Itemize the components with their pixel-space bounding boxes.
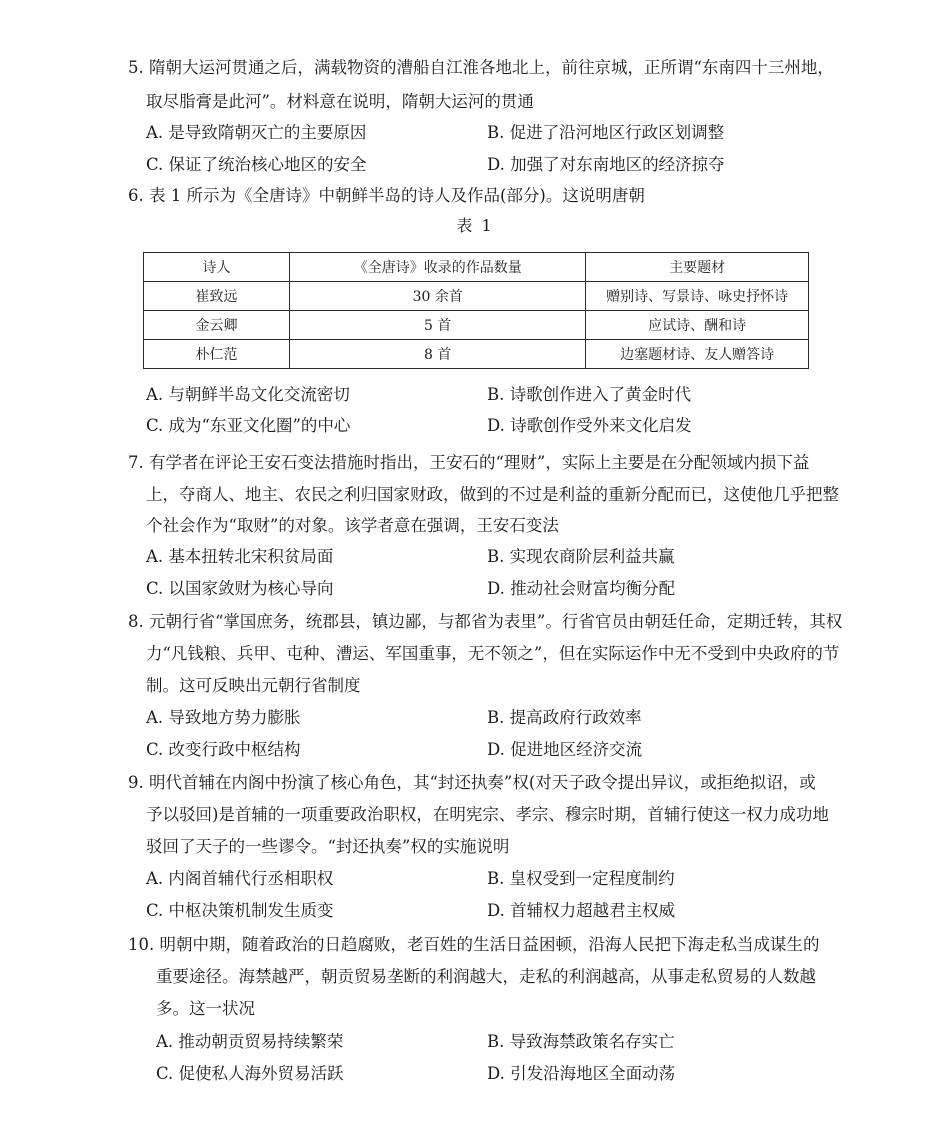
table-cell: 金云卿 (144, 311, 290, 340)
q10-option-b[interactable]: B. 导致海禁政策名存实亡 (487, 1032, 675, 1051)
q6-stem-line-1: 6. 表 1 所示为《全唐诗》中朝鲜半岛的诗人及作品(部分)。这说明唐朝 (128, 186, 645, 205)
q7-stem-line-3: 个社会作为“取财”的对象。该学者意在强调，王安石变法 (146, 516, 559, 535)
table-cell: 8 首 (290, 340, 586, 369)
q10-stem-line-3: 多。这一状况 (156, 999, 255, 1018)
table-cell: 崔致远 (144, 282, 290, 311)
q10-option-a[interactable]: A. 推动朝贡贸易持续繁荣 (156, 1032, 344, 1051)
q5-option-c[interactable]: C. 保证了统治核心地区的安全 (146, 155, 367, 174)
q9-option-a[interactable]: A. 内阁首辅代行丞相职权 (146, 869, 334, 888)
q5-option-b[interactable]: B. 促进了沿河地区行政区划调整 (487, 123, 725, 142)
q10-stem-line-1: 10. 明朝中期，随着政治的日趋腐败，老百姓的生活日益困顿，沿海人民把下海走私当成谋生的 (128, 935, 820, 954)
q8-option-a[interactable]: A. 导致地方势力膨胀 (146, 708, 301, 727)
q6-option-b[interactable]: B. 诗歌创作进入了黄金时代 (487, 385, 692, 404)
q8-stem-line-3: 制。这可反映出元朝行省制度 (146, 676, 361, 695)
q5-stem-line-2: 取尽脂膏是此河”。材料意在说明，隋朝大运河的贯通 (146, 92, 534, 111)
q8-option-c[interactable]: C. 改变行政中枢结构 (146, 740, 301, 759)
table-cell: 边塞题材诗、友人赠答诗 (586, 340, 809, 369)
q7-stem-line-1: 7. 有学者在评论王安石变法措施时指出，王安石的“理财”，实际上主要是在分配领域内损下益 (128, 453, 810, 472)
table-row (144, 282, 809, 311)
q7-option-c[interactable]: C. 以国家敛财为核心导向 (146, 579, 334, 598)
poets-table (143, 252, 809, 369)
table-header-theme: 主要题材 (586, 253, 809, 282)
q8-option-b[interactable]: B. 提高政府行政效率 (487, 708, 642, 727)
q5-option-a[interactable]: A. 是导致隋朝灭亡的主要原因 (146, 123, 367, 142)
table-row (144, 340, 809, 369)
q7-stem-line-2: 上，夺商人、地主、农民之利归国家财政，做到的不过是利益的重新分配而已，这使他几乎把整 (146, 485, 839, 504)
q6-option-a[interactable]: A. 与朝鲜半岛文化交流密切 (146, 385, 350, 404)
q9-option-c[interactable]: C. 中枢决策机制发生质变 (146, 901, 334, 920)
q9-stem-line-1: 9. 明代首辅在内阁中扮演了核心角色，其“封还执奏”权(对天子政令提出异议，或拒绝拟诏，或 (128, 773, 816, 792)
q7-option-d[interactable]: D. 推动社会财富均衡分配 (487, 579, 676, 598)
q6-option-d[interactable]: D. 诗歌创作受外来文化启发 (487, 416, 692, 435)
q7-option-a[interactable]: A. 基本扭转北宋积贫局面 (146, 547, 334, 566)
table-cell: 应试诗、酬和诗 (586, 311, 809, 340)
table-cell: 赠别诗、写景诗、咏史抒怀诗 (586, 282, 809, 311)
q10-stem-line-2: 重要途径。海禁越严，朝贡贸易垄断的利润越大，走私的利润越高，从事走私贸易的人数越 (156, 967, 816, 986)
table-header-row (144, 253, 809, 282)
q10-option-c[interactable]: C. 促使私人海外贸易活跃 (156, 1064, 344, 1083)
q8-stem-line-2: 力“凡钱粮、兵甲、屯种、漕运、军国重事，无不领之”，但在实际运作中无不受到中央政府的节 (146, 644, 840, 663)
q9-option-b[interactable]: B. 皇权受到一定程度制约 (487, 869, 675, 888)
q8-option-d[interactable]: D. 促进地区经济交流 (487, 740, 643, 759)
q7-option-b[interactable]: B. 实现农商阶层利益共赢 (487, 547, 675, 566)
table-cell: 5 首 (290, 311, 586, 340)
q5-stem-line-1: 5. 隋朝大运河贯通之后，满载物资的漕船自江淮各地北上，前往京城，正所谓“东南四十三州地， (128, 58, 834, 77)
q9-stem-line-3: 驳回了天子的一些谬令。“封还执奏”权的实施说明 (146, 837, 510, 856)
q9-stem-line-2: 予以驳回)是首辅的一项重要政治职权，在明宪宗、孝宗、穆宗时期，首辅行使这一权力成功地 (146, 805, 829, 824)
table-header-count: 《全唐诗》收录的作品数量 (290, 253, 586, 282)
q6-option-c[interactable]: C. 成为“东亚文化圈”的中心 (146, 416, 351, 435)
table-header-poet: 诗人 (144, 253, 290, 282)
table-cell: 朴仁范 (144, 340, 290, 369)
table-cell: 30 余首 (290, 282, 586, 311)
q5-option-d[interactable]: D. 加强了对东南地区的经济掠夺 (487, 155, 725, 174)
q10-option-d[interactable]: D. 引发沿海地区全面动荡 (487, 1064, 676, 1083)
q9-option-d[interactable]: D. 首辅权力超越君主权威 (487, 901, 676, 920)
table-caption: 表 1 (456, 216, 494, 235)
q8-stem-line-1: 8. 元朝行省“掌国庶务，统郡县，镇边鄙，与都省为表里”。行省官员由朝廷任命，定期迁转，其权 (128, 612, 843, 631)
table-row (144, 311, 809, 340)
